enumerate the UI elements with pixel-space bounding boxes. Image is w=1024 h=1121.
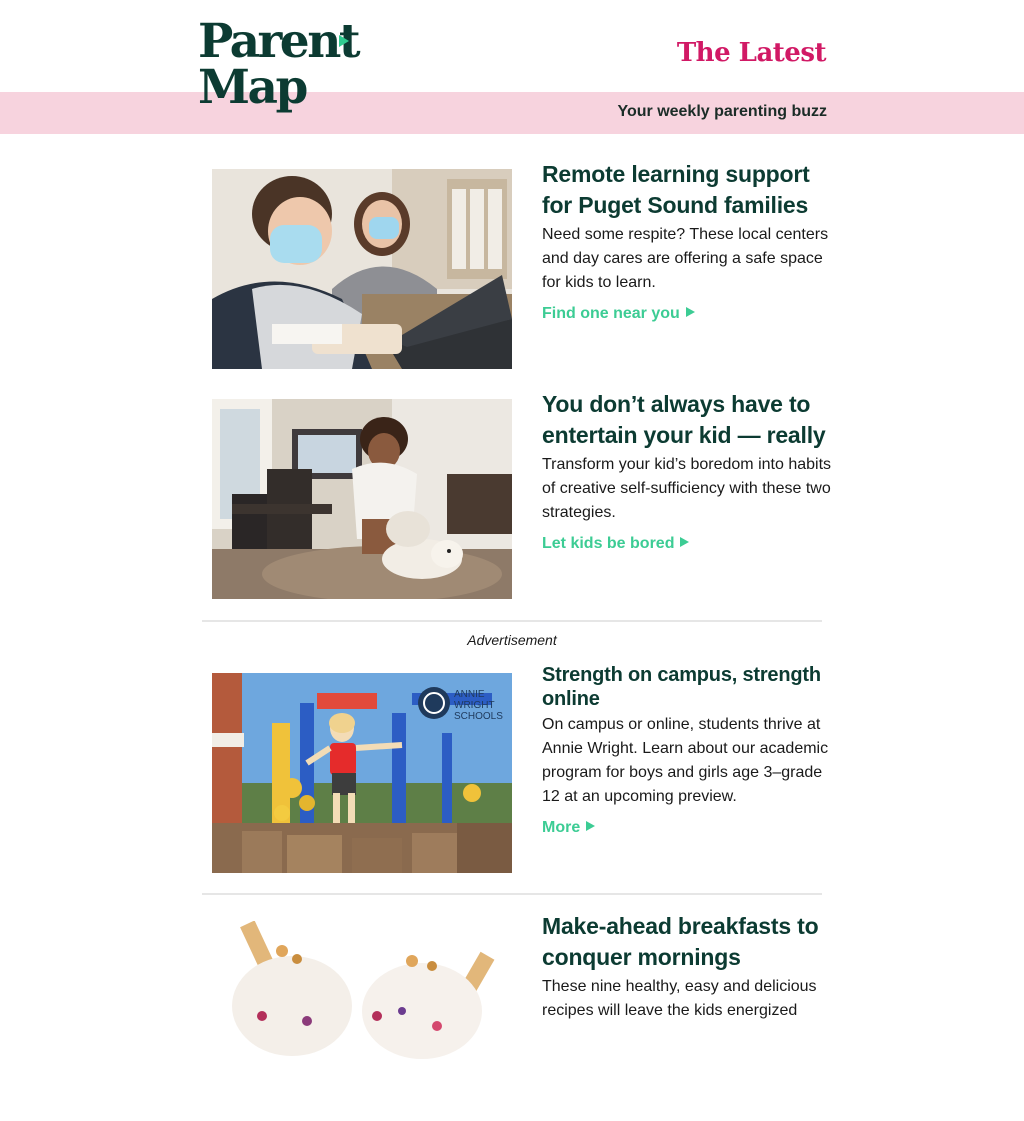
cta-label: Let kids be bored [542, 535, 675, 552]
find-one-near-you-link[interactable] [542, 305, 695, 323]
more-link[interactable] [542, 819, 595, 837]
play-arrow-icon [586, 821, 595, 831]
divider [202, 893, 822, 895]
play-arrow-icon [680, 537, 689, 547]
story-image-entertain-kid[interactable] [212, 399, 512, 599]
story-headline[interactable]: You don’t always have to entertain your kid — really [542, 391, 826, 448]
tagline-band [0, 92, 1024, 134]
play-arrow-icon [686, 307, 695, 317]
story-image-remote-learning[interactable] [212, 169, 512, 369]
ad-image-annie-wright[interactable] [212, 673, 512, 873]
let-kids-be-bored-link[interactable] [542, 535, 689, 553]
parentmap-logo[interactable] [198, 14, 359, 122]
cta-label: Find one near you [542, 305, 680, 322]
sponsor-text-line3: SCHOOLS [454, 711, 503, 722]
logo-play-icon [339, 35, 349, 47]
tagline: Your weekly parenting buzz [617, 103, 827, 120]
story-description: These nine healthy, easy and delicious recipes will leave the kids energized [542, 978, 817, 1019]
story-image-breakfasts[interactable] [212, 921, 512, 1121]
sponsor-text-line1: ANNIE [454, 689, 485, 700]
advertisement-label: Advertisement [467, 632, 557, 648]
cta-label: More [542, 819, 581, 836]
story-description: Transform your kid’s boredom into habits of creative self-sufficiency with these two strategies. [542, 456, 832, 521]
ad-description: On campus or online, students thrive at Annie Wright. Learn about our academic program for boys and girls age 3–grade 12 at an upcoming preview. [542, 716, 829, 805]
story-headline[interactable]: Make-ahead breakfasts to conquer mornings [542, 913, 819, 970]
newsletter-title: The Latest [676, 38, 826, 68]
logo-text-parent: Parent [198, 14, 359, 69]
ad-headline[interactable]: Strength on campus, strength online [542, 664, 821, 710]
divider [202, 620, 822, 622]
sponsor-text-line2: WRIGHT [454, 700, 495, 711]
story-headline[interactable]: Remote learning support for Puget Sound families [542, 161, 810, 218]
logo-text-map: Map [198, 60, 306, 115]
story-description: Need some respite? These local centers and day cares are offering a safe space for kids to learn. [542, 226, 829, 291]
